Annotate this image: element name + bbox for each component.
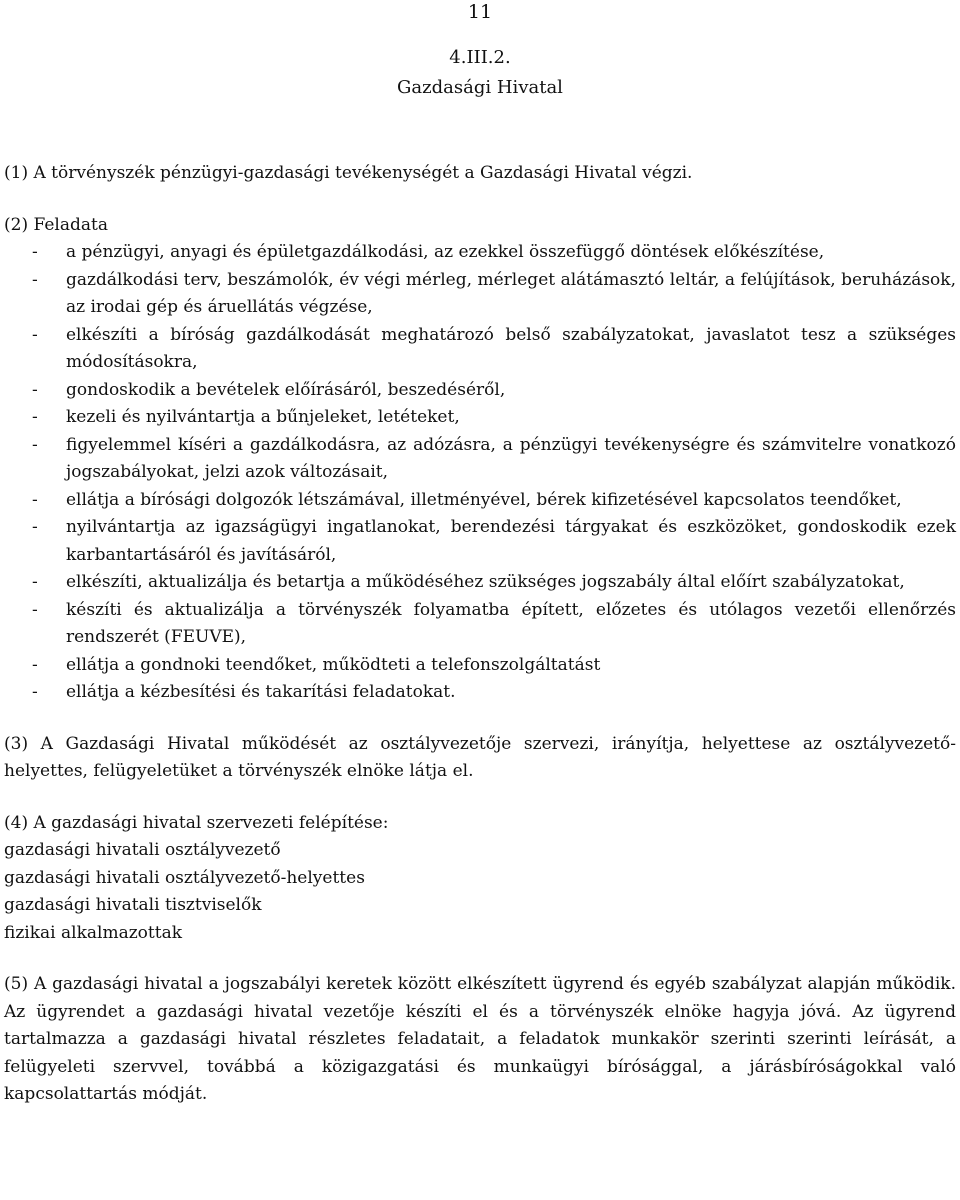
list-item: [4, 377, 956, 405]
list-dash: -: [32, 517, 38, 537]
staff-line: fizikai alkalmazottak: [4, 922, 183, 943]
section-number: 4.III.2.: [449, 47, 511, 68]
list-dash: -: [32, 434, 38, 455]
list-dash: -: [32, 599, 38, 620]
document-body: [4, 160, 956, 1109]
paragraph-gap: [4, 707, 956, 731]
list-item: [4, 267, 956, 322]
paragraph-4-heading: (4) A gazdasági hivatal szervezeti felépítése:: [4, 812, 389, 833]
task-list: [4, 239, 956, 707]
list-item-text: készíti és aktualizálja a törvényszék folyamatba épített, előzetes és utólagos vezetői ellenőrzés rendszerét (FEUVE),: [66, 599, 956, 647]
list-dash: -: [32, 682, 38, 702]
paragraph-1: (1) A törvényszék pénzügyi-gazdasági tevékenységét a Gazdasági Hivatal végzi.: [4, 163, 693, 183]
list-dash: -: [32, 269, 38, 290]
list-item-text: gondoskodik a bevételek előírásáról, beszedéséről,: [66, 379, 506, 400]
list-dash: -: [32, 654, 38, 675]
list-item: [4, 322, 956, 377]
list-item: [4, 404, 956, 432]
list-item-text: gazdálkodási terv, beszámolók, év végi mérleg, mérleget alátámasztó leltár, a felújítások, beruházások, az irodai gép és áruellátás végzése,: [66, 269, 956, 317]
paragraph-5: (5) A gazdasági hivatal a jogszabályi keretek között elkészített ügyrend és egyéb szabályzat alapján működik. Az ügyrendet a gazdasági hivatal vezetője készíti el és a törvényszék elnöke hagyja jóvá. Az ügyrend tartalmazza a gazdasági hivatal részletes feladatait, a feladatok munkakör szerinti szerinti leírását, a felügyeleti szervvel, továbbá a közigazgatási és munkaügyi bírósággal, a járásbíróságokkal való kapcsolattartás módját.: [4, 974, 956, 1104]
list-dash: -: [32, 489, 38, 510]
list-item-text: kezeli és nyilvántartja a bűnjeleket, letéteket,: [66, 407, 460, 427]
staff-line: gazdasági hivatali osztályvezető-helyettes: [4, 867, 365, 888]
paragraph-2-heading: (2) Feladata: [4, 214, 108, 235]
list-item-text: ellátja a kézbesítési és takarítási feladatokat.: [66, 682, 456, 702]
paragraph-3: (3) A Gazdasági Hivatal működését az osztályvezetője szervezi, irányítja, helyettese az osztályvezető-helyettes, felügyeletüket a törvényszék elnöke látja el.: [4, 733, 956, 781]
paragraph-gap: [4, 786, 956, 810]
section-title: Gazdasági Hivatal: [397, 77, 563, 98]
list-item: [4, 597, 956, 652]
list-dash: -: [32, 407, 38, 427]
list-item: [4, 514, 956, 569]
list-item: [4, 239, 956, 267]
list-item: [4, 432, 956, 487]
list-dash: -: [32, 572, 38, 592]
paragraph-gap: [4, 188, 956, 212]
list-item: [4, 679, 956, 707]
list-item-text: elkészíti a bíróság gazdálkodását meghatározó belső szabályzatokat, javaslatot tesz a szükséges módosításokra,: [66, 324, 956, 372]
list-item-text: ellátja a gondnoki teendőket, működteti a telefonszolgáltatást: [66, 654, 601, 675]
list-item-text: a pénzügyi, anyagi és épületgazdálkodási, az ezekkel összefüggő döntések előkészítése,: [66, 242, 825, 262]
list-item: [4, 569, 956, 597]
list-item-text: figyelemmel kíséri a gazdálkodásra, az adózásra, a pénzügyi tevékenységre és számvitelre vonatkozó jogszabályokat, jelzi azok változásait,: [66, 434, 956, 482]
list-dash: -: [32, 324, 38, 345]
list-item-text: ellátja a bírósági dolgozók létszámával, illetményével, bérek kifizetésével kapcsolatos teendőket,: [66, 489, 902, 510]
list-item: [4, 652, 956, 680]
staff-line: gazdasági hivatali osztályvezető: [4, 840, 281, 860]
page-number: 11: [467, 1, 493, 23]
list-item-text: elkészíti, aktualizálja és betartja a működéséhez szükséges jogszabály által előírt szabályzatokat,: [66, 572, 905, 592]
staff-list: [4, 837, 956, 947]
list-dash: -: [32, 242, 38, 262]
list-dash: -: [32, 379, 38, 400]
paragraph-gap: [4, 947, 956, 971]
list-item-text: nyilvántartja az igazságügyi ingatlanokat, berendezési tárgyakat és eszközöket, gondoskodik ezek karbantartásáról és javításáról,: [66, 517, 956, 565]
list-item: [4, 487, 956, 515]
staff-line: gazdasági hivatali tisztviselők: [4, 895, 262, 915]
